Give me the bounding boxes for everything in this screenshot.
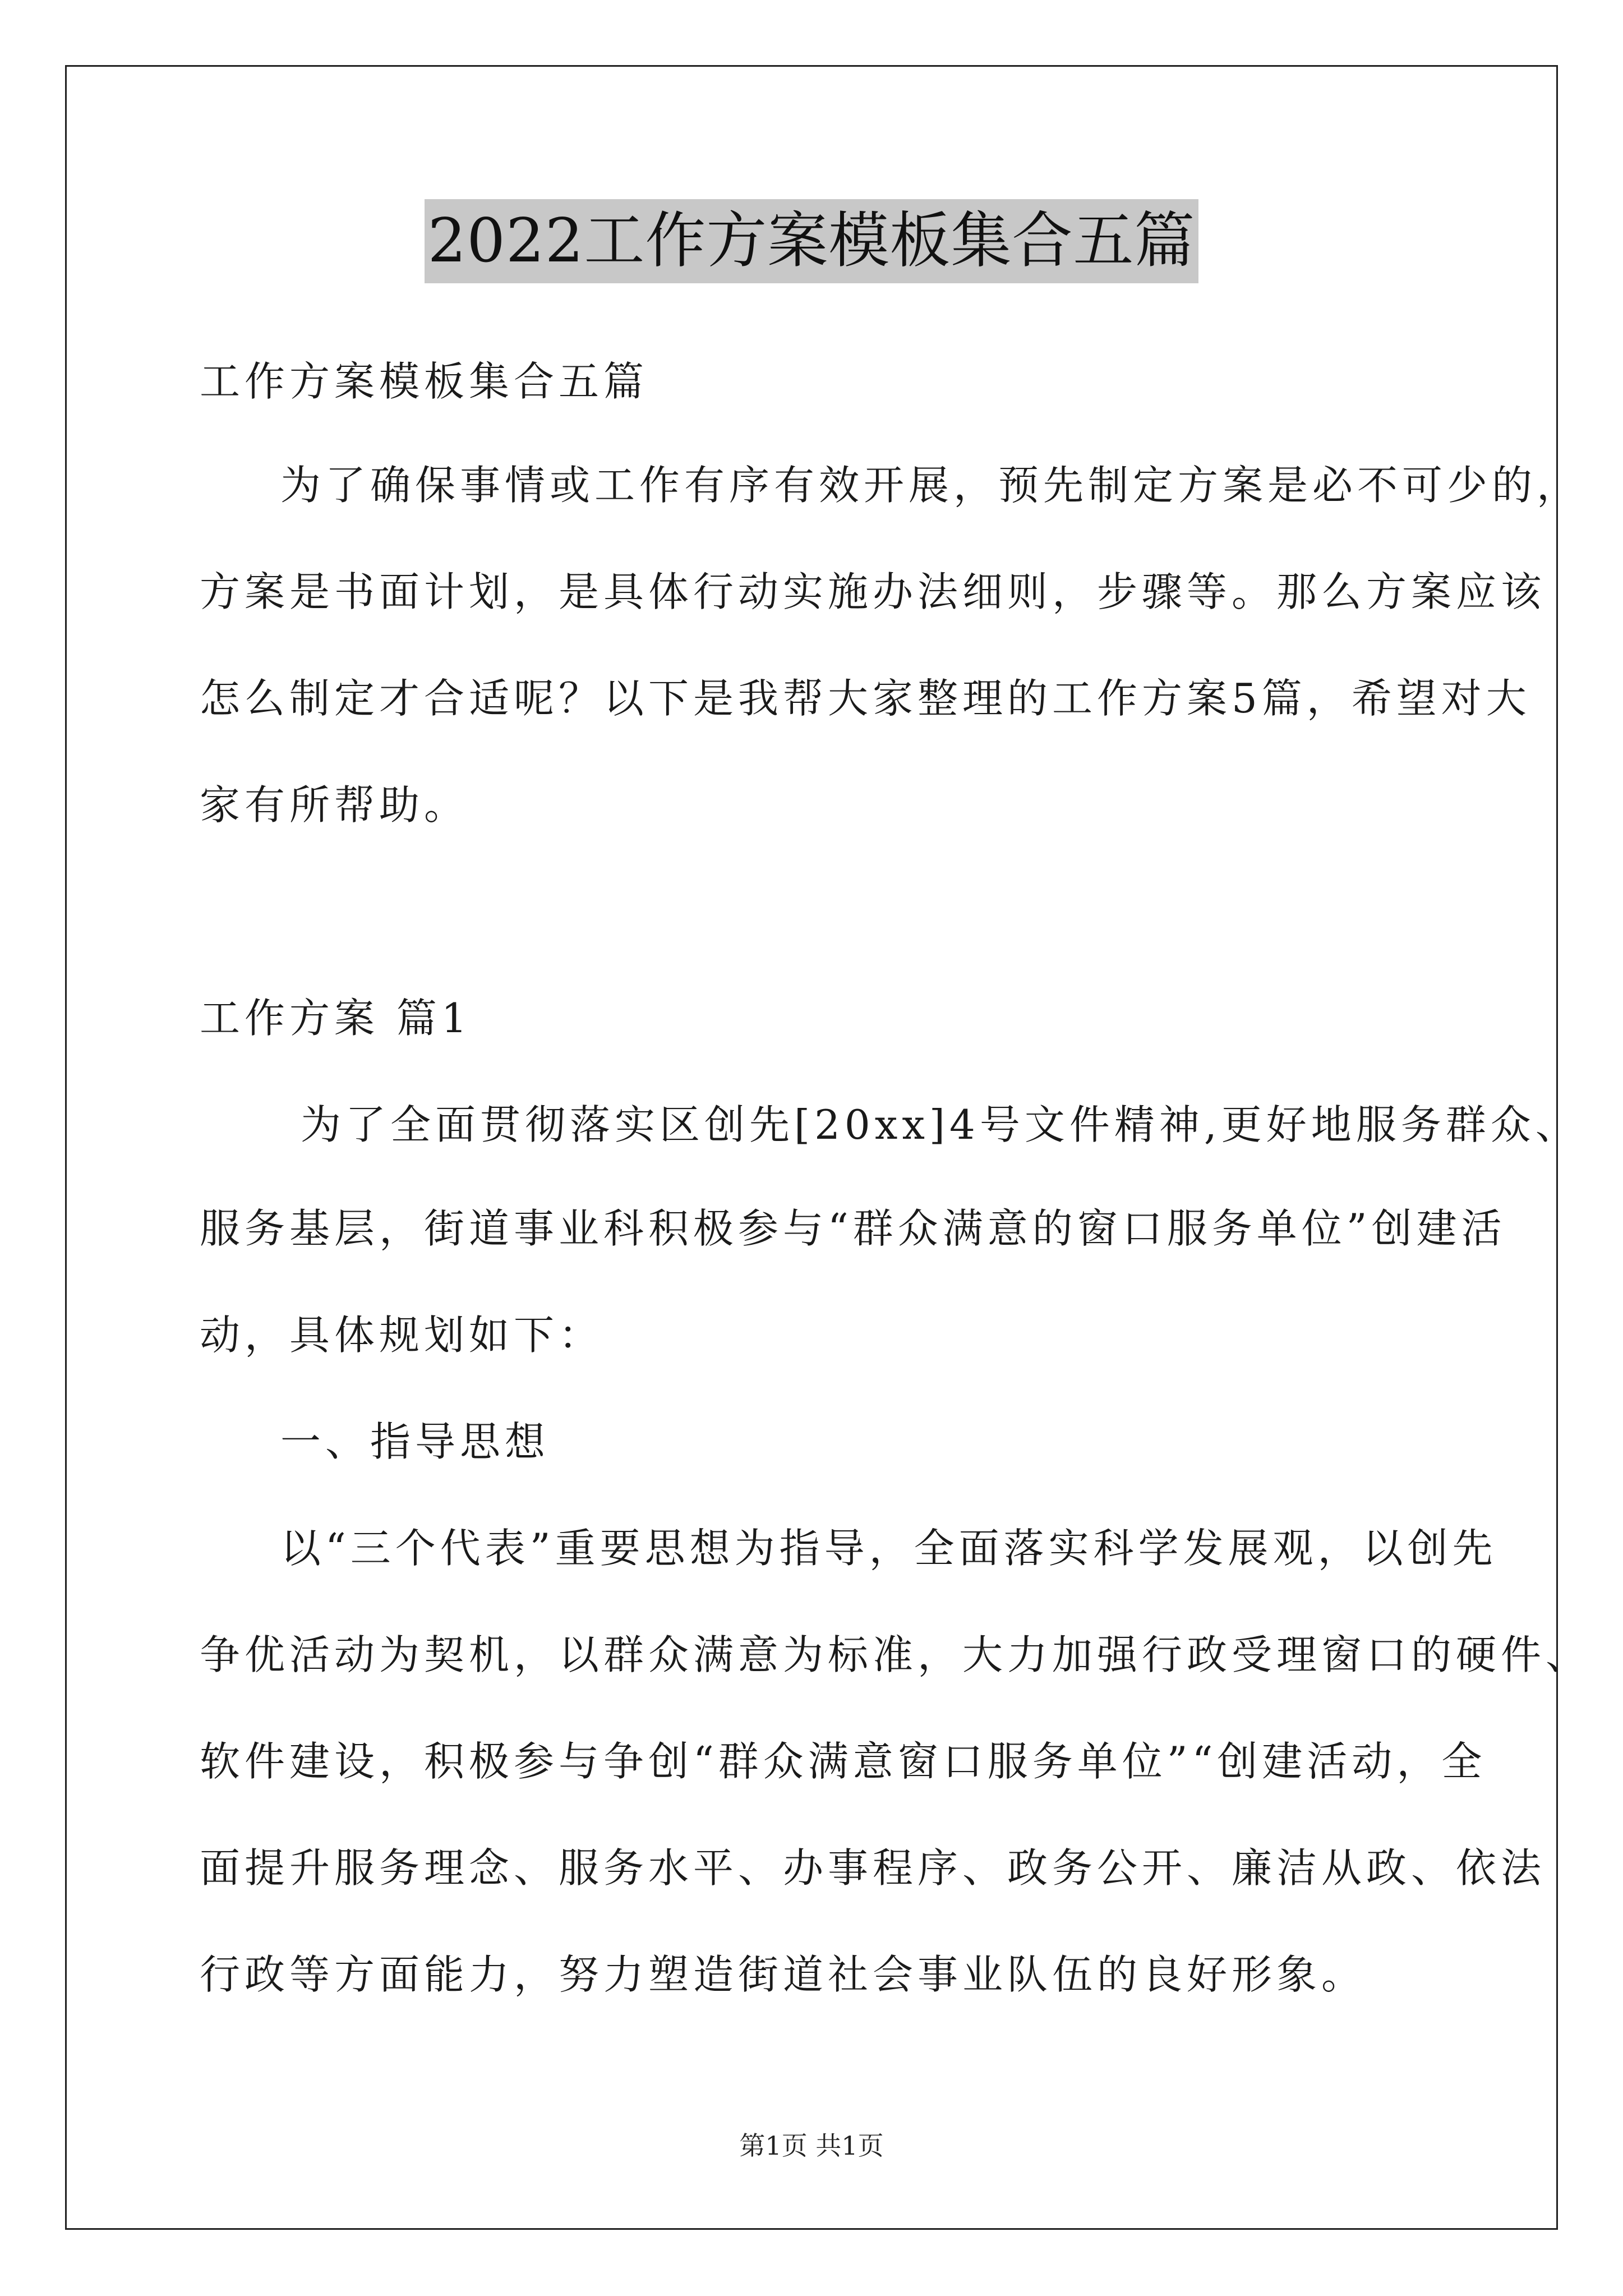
page-footer: 第1页 共1页: [739, 2131, 884, 2161]
section-heading: 工作方案 篇1: [200, 995, 472, 1042]
title-container: [0, 199, 1623, 283]
section1-line-2: 服务基层，街道事业科积极参与“群众满意的窗口服务单位”创建活: [200, 1205, 1506, 1252]
document-subtitle: 工作方案模板集合五篇: [200, 358, 649, 405]
section1-line-1: 为了全面贯彻落实区创先[20xx]4号文件精神,更好地服务群众、: [301, 1101, 1580, 1148]
intro-line-4: 家有所帮助。: [200, 781, 469, 829]
guiding-line-2: 争优活动为契机，以群众满意为标准，大力加强行政受理窗口的硬件、: [200, 1631, 1591, 1678]
guiding-line-3: 软件建设，积极参与争创“群众满意窗口服务单位”“创建活动，全: [200, 1738, 1487, 1785]
document-title: 2022工作方案模板集合五篇: [425, 199, 1199, 283]
guiding-line-4: 面提升服务理念、服务水平、办事程序、政务公开、廉洁从政、依法: [200, 1844, 1546, 1892]
section1-line-3: 动，具体规划如下：: [200, 1312, 604, 1359]
subheading-guiding-thought: 一、指导思想: [280, 1418, 550, 1465]
guiding-line-5: 行政等方面能力，努力塑造街道社会事业队伍的良好形象。: [200, 1951, 1367, 1998]
intro-line-2: 方案是书面计划，是具体行动实施办法细则，步骤等。那么方案应该: [200, 568, 1546, 615]
intro-line-1: 为了确保事情或工作有序有效开展，预先制定方案是必不可少的，: [280, 462, 1582, 509]
guiding-line-1: 以“三个代表”重要思想为指导，全面落实科学发展观，以创先: [280, 1525, 1497, 1572]
intro-line-3: 怎么制定才合适呢？以下是我帮大家整理的工作方案5篇，希望对大: [200, 675, 1531, 722]
